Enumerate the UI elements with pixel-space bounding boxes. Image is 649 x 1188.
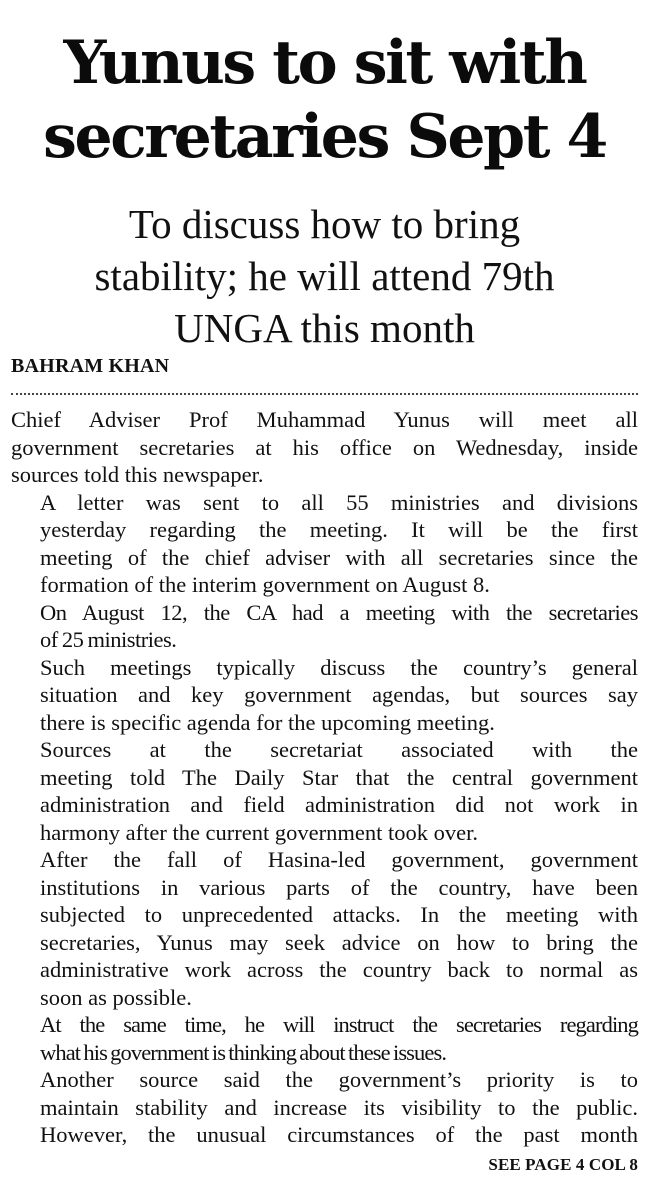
text-line: After the fall of Hasina-led government, government [40, 847, 638, 872]
text-line: of 25 ministries. [40, 627, 177, 652]
text-line: However, the unusual circumstances of the past month [40, 1122, 638, 1147]
body-paragraph [11, 489, 638, 599]
subheadline [0, 198, 649, 354]
text-line: Sources at the secretariat associated with the [40, 737, 638, 762]
text-line: administrative work across the country back to normal as [40, 957, 638, 982]
subheadline-line: UNGA this month [174, 305, 475, 351]
text-line: situation and key government agendas, but sources say [40, 682, 638, 707]
text-line: government secretaries at his office on Wednesday, inside [11, 434, 638, 460]
text-line: At the same time, he will instruct the secretaries regarding [40, 1012, 638, 1037]
body-paragraph [11, 1011, 638, 1066]
text-line: meeting told The Daily Star that the central government [40, 764, 638, 790]
text-line: yesterday regarding the meeting. It will be the first [40, 517, 638, 542]
text-line: maintain stability and increase its visibility to the public. [40, 1094, 638, 1120]
text-line: administration and field administration did not work in [40, 792, 638, 817]
headline-line: secretaries Sept 4 [43, 102, 606, 172]
text-line: what his government is thinking about these issues. [40, 1039, 447, 1065]
body-paragraph [11, 654, 638, 737]
text-line: formation of the interim government on August 8. [40, 572, 490, 597]
text-line: meeting of the chief adviser with all secretaries since the [40, 544, 638, 570]
body-paragraph [11, 846, 638, 1011]
text-line: harmony after the current government took over. [40, 819, 478, 845]
text-line: On August 12, the CA had a meeting with the secretaries [40, 599, 638, 625]
continuation-jump-line[interactable]: SEE PAGE 4 COL 8 [488, 1155, 638, 1174]
text-line: soon as possible. [40, 984, 192, 1010]
text-line: Such meetings typically discuss the country’s general [40, 654, 638, 680]
subheadline-line: stability; he will attend 79th [94, 253, 555, 299]
byline: BAHRAM KHAN [11, 355, 170, 377]
text-line: secretaries, Yunus may seek advice on how to bring the [40, 929, 638, 955]
text-line: subjected to unprecedented attacks. In the meeting with [40, 902, 638, 927]
article-body [11, 406, 638, 1149]
body-paragraph [11, 736, 638, 846]
headline-line: Yunus to sit with [63, 28, 586, 98]
text-line: sources told this newspaper. [11, 462, 264, 487]
body-paragraph [11, 1066, 638, 1149]
dotted-divider [11, 393, 638, 395]
text-line: Another source said the government’s priority is to [40, 1067, 638, 1092]
headline [0, 26, 649, 174]
text-line: Chief Adviser Prof Muhammad Yunus will meet all [11, 407, 638, 432]
text-line: A letter was sent to all 55 ministries and divisions [40, 489, 638, 515]
text-line: institutions in various parts of the country, have been [40, 874, 638, 900]
body-paragraph [11, 406, 638, 489]
text-line: there is specific agenda for the upcoming meeting. [40, 709, 495, 735]
subheadline-line: To discuss how to bring [128, 201, 521, 247]
body-paragraph [11, 599, 638, 654]
